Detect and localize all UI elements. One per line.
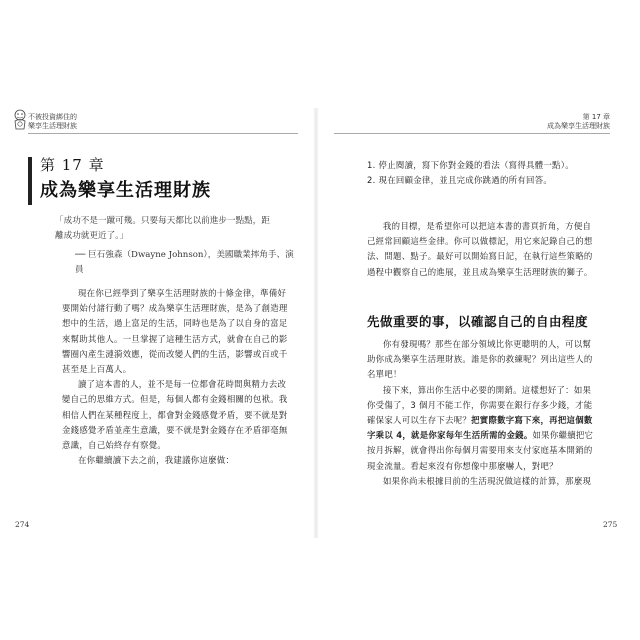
book-gutter xyxy=(313,108,319,538)
quote-line: 「成功不是一蹴可幾。只要每天都比以前進步一點點，距 xyxy=(55,216,270,226)
right-body-text-2 xyxy=(367,337,612,489)
running-head-left xyxy=(28,113,77,131)
body-line: 己經常回顧這些金律。你可以做標記，用它來記錄自己的想 xyxy=(367,236,593,247)
body-line: 金錢感覺矛盾並產生意識，要不就是對金錢存在矛盾卻毫無 xyxy=(62,424,288,435)
body-line: 你有發現嗎？那些在部分領域比你更聰明的人，可以幫 xyxy=(383,339,592,349)
body-line: 法、問題、點子。最好可以開始寫日記，在執行這些策略的 xyxy=(367,251,593,262)
quote-line: 離成功就更近了。」 xyxy=(55,231,129,241)
body-line: 想中的生活，過上富足的生活，同時也是為了以自身的富足 xyxy=(62,318,288,329)
bold-phrase: 字乘以 4，就是你家每年生活所需的金錢。 xyxy=(367,430,533,441)
quote-attribution: ── 巨石強森（Dwayne Johnson），美國職業摔角手、演員 xyxy=(75,250,294,275)
running-head-right xyxy=(547,113,610,131)
body-line: 名單吧！ xyxy=(367,369,402,380)
body-line: 相信人們在某種程度上，都會對金錢感覺矛盾，要不就是對 xyxy=(62,409,288,420)
running-head-left-line1: 不被投資綁住的 xyxy=(28,113,77,121)
left-body-text xyxy=(62,286,304,468)
body-line xyxy=(367,428,612,443)
running-head-left-line2: 樂享生活理財族 xyxy=(28,122,77,130)
body-line-segment: 如果你繼續把它 xyxy=(532,430,594,441)
body-line xyxy=(367,413,612,428)
body-line: 接下來，算出你生活中必要的開銷。這樣想好了：如果 xyxy=(383,384,592,395)
page-number-right: 275 xyxy=(603,520,618,529)
body-line: 現在你已經學到了樂享生活理財族的十條金律，準備好 xyxy=(78,288,287,298)
body-line: 現金流量。看起來沒有你想像中那麼嚇人，對吧？ xyxy=(367,460,558,471)
body-line: 在你繼續讀下去之前，我建議你這麼做： xyxy=(78,455,235,466)
epigraph-quote xyxy=(55,214,295,244)
body-line: 你受傷了，3 個月不能工作，你需要在銀行存多少錢，才能 xyxy=(367,399,593,410)
section-heading: 先做重要的事，以確認自己的自由程度 xyxy=(367,314,589,329)
body-line: 過程中觀察自己的進展，並且成為樂享生活理財族的獅子。 xyxy=(367,266,593,277)
mascot-icon xyxy=(12,109,28,131)
body-line: 意識，自己始終存有察覺。 xyxy=(62,440,167,451)
running-head-right-line1: 第 17 章 xyxy=(582,113,610,121)
body-line: 按月拆解，就會得出你每個月需要用來支付家庭基本開銷的 xyxy=(367,445,593,456)
body-line: 變自己的思維方式。但是，每個人都有金錢相關的包袱。我 xyxy=(62,394,288,405)
chapter-accent-bar xyxy=(28,157,32,205)
body-line: 響圈內產生漣漪效應，從而改變人們的生活，影響或百或千 xyxy=(62,348,288,359)
body-line: 要開始付諸行動了嗎？成為樂享生活理財族，是為了創造理 xyxy=(62,303,288,314)
action-list xyxy=(367,158,612,188)
body-line: 我的目標，是希望你可以把這本書的書頁折角，方便自 xyxy=(383,221,592,231)
body-line: 甚至是上百萬人。 xyxy=(62,364,132,375)
page-number-left: 274 xyxy=(15,520,30,529)
list-item: 1. 停止閱讀，寫下你對金錢的看法（寫得具體一點）。 xyxy=(367,160,574,170)
chapter-number: 第 17 章 xyxy=(40,156,105,174)
running-head-right-line2: 成為樂享生活理財族 xyxy=(547,122,610,130)
header-divider-left xyxy=(28,133,298,134)
chapter-title: 成為樂享生活理財族 xyxy=(40,180,211,201)
body-line: 讀了這本書的人，並不是每一位都會花時間與精力去改 xyxy=(78,379,287,390)
list-item: 2. 現在回顧金律，並且完成你跳過的所有回答。 xyxy=(367,175,553,186)
body-line: 來幫助其他人。一旦掌握了這種生活方式，就會在自己的影 xyxy=(62,333,288,344)
body-line-segment: 確保家人可以生存下去呢？ xyxy=(367,415,472,426)
body-line: 如果你尚未根據目前的生活現況做這樣的計算，那麼現 xyxy=(383,475,592,486)
bold-phrase: 把實際數字寫下來，再把這個數 xyxy=(471,415,593,426)
body-line: 助你成為樂享生活理財族。誰是你的救練呢？列出這些人的 xyxy=(367,354,593,365)
header-divider-right xyxy=(334,133,610,134)
right-body-text-1 xyxy=(367,219,612,280)
